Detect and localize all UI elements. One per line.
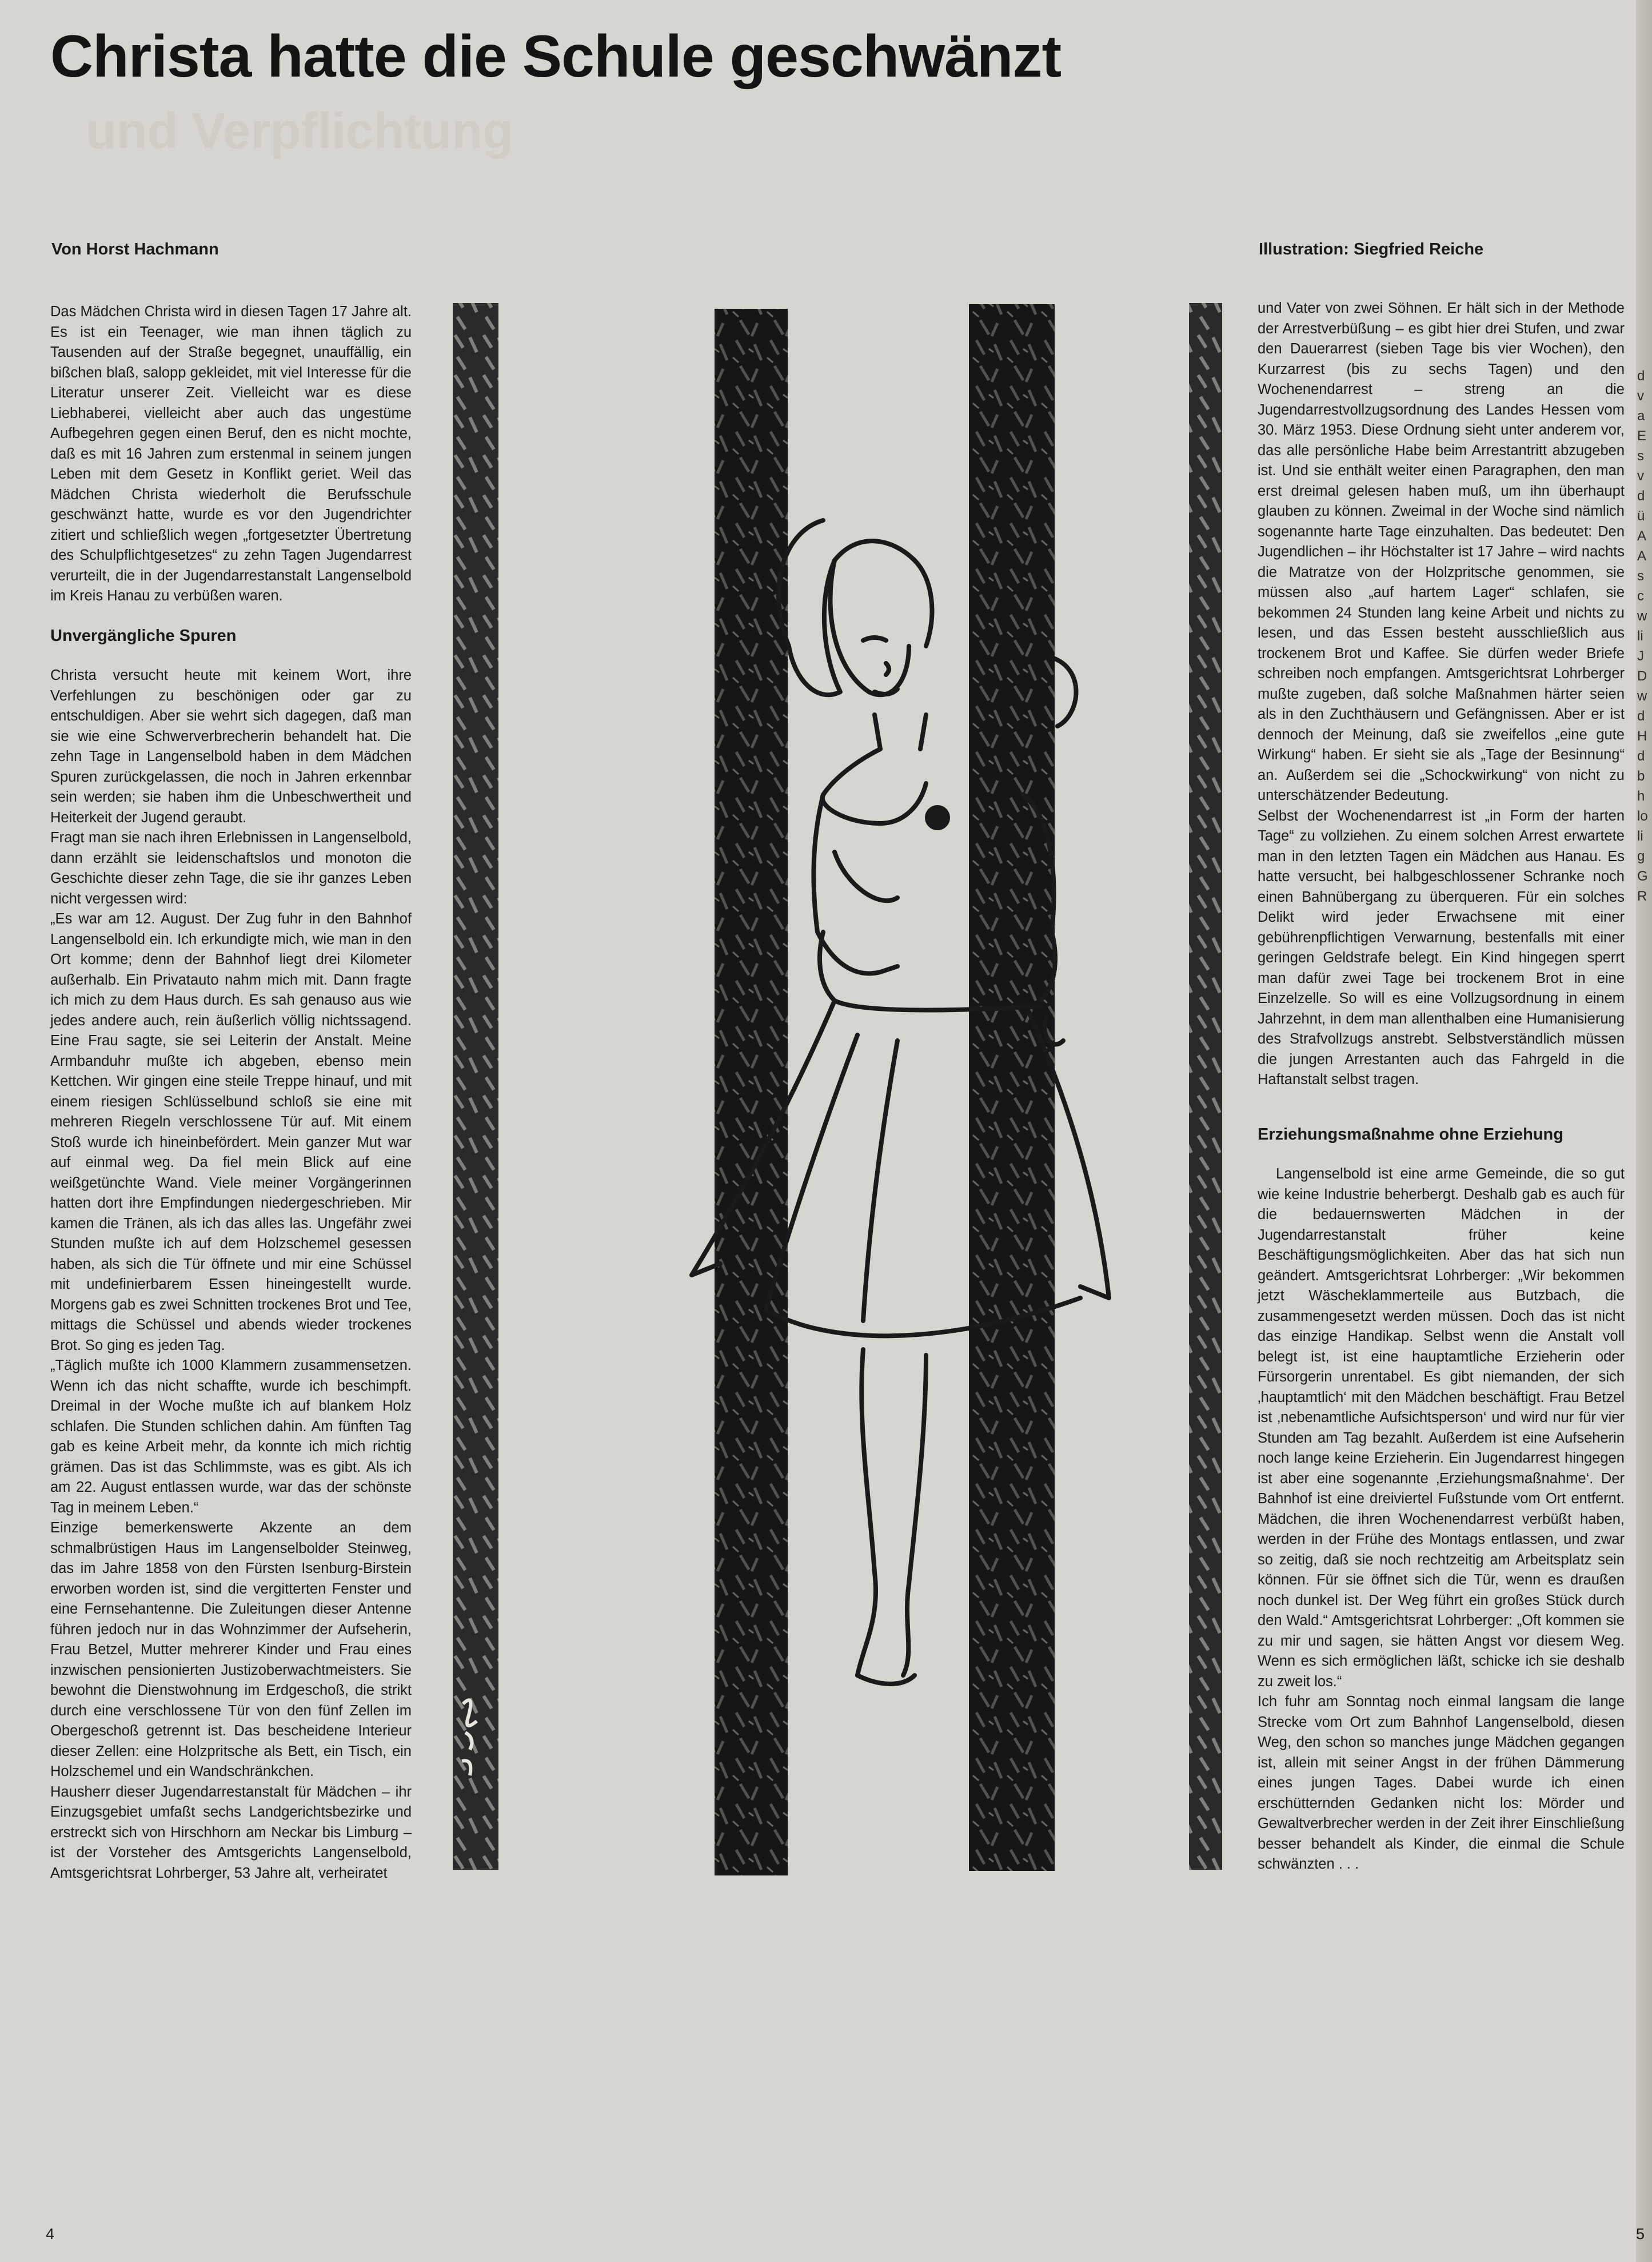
next-page-fragment: ü bbox=[1637, 508, 1645, 524]
next-page-fragments bbox=[1637, 366, 1652, 906]
body-paragraph: Hausherr dieser Jugendarrestanstalt für Mädchen – ihr Einzugsgebiet umfaßt sechs Landgerichtsbezirke und erstreckt sich von Hirschhorn am Neckar bis Limburg – ist der Vorsteher des Amtsgerichts Langenselbold, Amtsgerichtsrat Lohrberger, 53 Jahre alt, verheiratet bbox=[50, 1783, 412, 1881]
next-page-fragment: d bbox=[1637, 488, 1645, 504]
body-paragraph: Langenselbold ist eine arme Gemeinde, die so gut wie keine Industrie beherbergt. Deshalb gab es auch für die bedauernswerten Mädchen in der Jugendarrestanstalt früher keine Beschäftigungsmöglichkeiten. Aber das hat sich nun geändert. Amtsgerichtsrat Lohrberger: „Wir bekommen jetzt Wäscheklammerteile aus Butzbach, die zusammengesetzt werden müssen. Doch das ist nicht das einzige Handikap. Selbst wenn die Anstalt voll belegt ist, ist eine hauptamtliche Erzieherin oder Fürsorgerin unrentabel. Es gibt niemanden, der sich ‚hauptamtlich‘ mit den Mädchen beschäftigt. Frau Betzel ist ‚nebenamtliche Aufsichtsperson‘ und wird nur für vier Stunden am Tag bezahlt. Außerdem ist eine Aufseherin noch lange keine Erzieherin. Ein Jugendarrest hingegen ist aber eine sogenannte ‚Erziehungsmaßnahme‘. Der Bahnhof ist eine dreiviertel Fußstunde vom Ort entfernt. Mädchen, die ihren Wochenendarrest verbüßt haben, werden in der Frühe des Montags entlassen, und zwar so zeitig, daß sie noch rechtzeitig am Arbeitsplatz sein können. Für sie öffnet sich die Tür, wenn es draußen noch dunkel ist. Der Weg führt ein großes Stück durch den Wald.“ Amtsgerichtsrat Lohrberger: „Oft kommen sie zu mir und sagen, sie hätten Angst vor diesem Weg. Wenn es sich ermöglichen läßt, schicke ich sie deshalb zu zweit los.“ bbox=[1258, 1166, 1625, 1690]
body-paragraph: „Es war am 12. August. Der Zug fuhr in den Bahnhof Langenselbold ein. Ich erkundigte mich, wie man in den Ort komme; denn der Bahnhof liegt drei Kilometer außerhalb. Ein Privatauto nahm mich mit. Dann fragte ich mich zu dem Haus durch. Es sah genauso aus wie jedes andere auch, rein äußerlich völlig nichtssagend. Eine Frau sagte, sie sei Leiterin der Anstalt. Meine Armbanduhr mußte ich abgeben, ebenso mein Kettchen. Wir gingen eine steile Treppe hinauf, und mit einem riesigen Schlüsselbund schloß sie eine mit mehreren Riegeln verschlossene Tür auf. Mit einem Stoß wurde ich hineinbefördert. Mein ganzer Mut war auf einmal weg. Da fiel mein Blick auf eine weißgetünchte Wand. Viele meiner Vorgängerinnen hatten dort ihre Empfindungen niedergeschrieben. Mir kamen die Tränen, als ich das alles las. Ungefähr zwei Stunden mußte ich auf dem Holzschemel gesessen haben, als sich die Tür öffnete und mir eine Schüssel mit undefinierbarem Essen hineingestellt wurde. Morgens gab es zwei Schnitten trockenes Brot und Tee, mittags die Schüssel und abends wieder trockenes Brot. So ging es jeden Tag. bbox=[50, 911, 412, 1353]
next-page-fragment: d bbox=[1637, 708, 1645, 724]
page-number-left: 4 bbox=[46, 2225, 55, 2243]
next-page-fragment: d bbox=[1637, 748, 1645, 764]
next-page-fragment: d bbox=[1637, 368, 1645, 384]
body-paragraph: Christa versucht heute mit keinem Wort, ihre Verfehlungen zu beschönigen oder gar zu entschuldigen. Aber sie wehrt sich dagegen, daß man sie wie eine Schwerverbrecherin behandelt hat. Die zehn Tage in Langenselbold haben in dem Mädchen Spuren zurückgelassen, die noch in Jahren erkennbar sein werden; sie haben ihm die Unbeschwertheit und Heiterkeit der Jugend geraubt. bbox=[50, 667, 412, 826]
body-paragraph: Selbst der Wochenendarrest ist „in Form der harten Tage“ zu vollziehen. Zu einem solchen Arrest erwartete man in den letzten Tagen ein Mädchen aus Hanau. Es hatte versucht, bei halbgeschlossener Schranke noch einen Bahnübergang zu überqueren. Für ein solches Delikt wird jeder Erwachsene mit einer gebührenpflichtigen Verwarnung, bestenfalls mit einer geringen Geldstrafe belegt. Ein Kind hingegen sperrt man dafür zwei Tage bei trockenem Brot in eine Einzelzelle. So will es eine Vollzugsordnung in einem Jahrzehnt, in dem man allenthalben eine Humanisierung des Strafvollzugs anstrebt. Selbstverständlich müssen die jungen Arrestanten auch das Fahrgeld in die Haftanstalt selbst tragen. bbox=[1258, 807, 1625, 1088]
prison-bar-3 bbox=[969, 304, 1055, 1871]
section-heading: Erziehungsmaßnahme ohne Erziehung bbox=[1258, 1125, 1563, 1144]
next-page-fragment: G bbox=[1637, 869, 1648, 884]
next-page-fragment: li bbox=[1637, 628, 1643, 644]
next-page-fragment: w bbox=[1637, 688, 1647, 704]
next-page-fragment: lo bbox=[1637, 809, 1648, 824]
body-paragraph: Fragt man sie nach ihren Erlebnissen in Langenselbold, dann erzählt sie leidenschaftslos und monoton die Geschichte dieser zehn Tage, die sie ihr ganzes Leben nicht vergessen wird: bbox=[50, 830, 412, 907]
next-page-fragment: A bbox=[1637, 548, 1647, 564]
prison-bar-4 bbox=[1189, 303, 1222, 1870]
next-page-fragment: c bbox=[1637, 588, 1644, 604]
prison-bar-2 bbox=[715, 309, 788, 1875]
body-paragraph: Einzige bemerkenswerte Akzente an dem schmalbrüstigen Haus im Langenselbolder Steinweg, das im Jahre 1858 von den Fürsten Isenburg-Birstein erworben worden ist, sind die vergitterten Fenster und eine Fernsehantenne. Die Zuleitungen dieser Antenne führen jedoch nur in das Wohnzimmer der Aufseherin, Frau Betzel, Mutter mehrerer Kinder und Frau eines inzwischen pensionierten Justizoberwachtmeisters. Sie bewohnt die Dienstwohnung im Erdgeschoß, die strikt durch eine verschlossene Tür von den fünf Zellen im Obergeschoß getrennt ist. Das bescheidene Interieur dieser Zellen: eine Holzpritsche als Bett, ein Tisch, ein Holzschemel und ein Wandschränkchen. bbox=[50, 1520, 412, 1779]
next-page-fragment: a bbox=[1637, 408, 1645, 424]
next-page-fragment: s bbox=[1637, 448, 1644, 464]
next-page-fragment: H bbox=[1637, 728, 1647, 744]
next-page-fragment: w bbox=[1637, 608, 1647, 624]
page-number-right: 5 bbox=[1636, 2225, 1645, 2243]
prison-bar-1 bbox=[453, 303, 498, 1870]
next-page-fragment: A bbox=[1637, 528, 1647, 544]
next-page-edge bbox=[1636, 0, 1652, 2262]
ghost-title-bleedthrough: und Verpflichtung bbox=[86, 102, 513, 159]
intro-paragraph: Das Mädchen Christa wird in diesen Tagen 17 Jahre alt. Es ist ein Teenager, wie man ihnen täglich zu Tausenden auf der Straße begegnet, unauffällig, ein bißchen blaß, salopp gekleidet, mit viel Interesse für die Literatur unserer Zeit. Vielleicht war es diese Liebhaberei, vielleicht aber auch das ungestüme Aufbegehren gegen einen Beruf, den es nicht mochte, daß es mit 16 Jahren zum erstenmal in seinem jungen Leben mit dem Gesetz in Konflikt geriet. Weil das Mädchen Christa wiederholt die Berufsschule geschwänzt hatte, wurde es vor den Jugendrichter zitiert und schließlich wegen „fortgesetzter Übertretung des Schulpflichtgesetzes“ zu zehn Tagen Jugendarrest verurteilt, die in der Jugendarrestanstalt Langenselbold im Kreis Hanau zu verbüßen waren. bbox=[50, 304, 412, 604]
body-paragraph: und Vater von zwei Söhnen. Er hält sich in der Methode der Arrestverbüßung – es gibt hier drei Stufen, und zwar den Dauerarrest (sieben Tage bis vier Wochen), den Kurzarrest (bis zu sechs Tagen) und den Wochenendarrest – streng an die Jugendarrestvollzugsordnung des Landes Hessen vom 30. März 1953. Diese Ordnung sieht unter anderem vor, das alle persönliche Habe beim Arrestantritt abzugeben ist. Und sie enthält weiter einen Paragraphen, den man erst dreimal gelesen haben muß, um ihn überhaupt glauben zu können. Zweimal in der Woche sind nämlich sogenannte harte Tage einzuhalten. Das bedeutet: Den Jugendlichen – ihr Höchstalter ist 17 Jahre – wird nachts die Matratze von der Holzpritsche genommen, sie müssen also „auf hartem Lager“ schlafen, sie bekommen 24 Stunden lang keine Arbeit und nichts zu lesen, und das Essen besteht ausschließlich aus trockenem Brot und Kaffee. Sie dürfen weder Briefe schreiben noch empfangen. Amtsgerichtsrat Lohrberger mußte zugeben, daß solche Maßnahmen härter seien als in den Zuchthäusern und Gefängnissen. Aber er ist dennoch der Meinung, daß sie zweifellos „eine gute Wirkung“ haben. Er sieht sie als „Tage der Besinnung“ an. Außerdem sei die „Schockwirkung“ von nicht zu unterschätzender Bedeutung. bbox=[1258, 300, 1625, 803]
left-text-column bbox=[50, 302, 412, 1883]
body-paragraph: Ich fuhr am Sonntag noch einmal langsam die lange Strecke vom Ort zum Bahnhof Langenselbold, diesen Weg, den schon so manches junge Mädchen gegangen ist, allein mit seiner Angst in der frühen Dämmerung eines jungen Tages. Dabei wurde ich einen erschütternden Gedanken nicht los: Mörder und Gewaltverbrecher werden in der Zeit ihrer Einschließung besser behandelt als Kinder, die einmal die Schule schwänzten . . . bbox=[1258, 1694, 1625, 1872]
next-page-fragment: g bbox=[1637, 849, 1645, 864]
right-text-column bbox=[1258, 298, 1625, 1875]
section-heading: Unvergängliche Spuren bbox=[50, 626, 237, 645]
next-page-fragment: J bbox=[1637, 648, 1644, 664]
body-paragraph: „Täglich mußte ich 1000 Klammern zusammensetzen. Wenn ich das nicht schaffte, wurde ich beschimpft. Dreimal in der Woche mußte ich auf blankem Holz schlafen. Die Stunden schlichen dahin. Am fünften Tag gab es keine Arbeit mehr, da konnte ich mich richtig grämen. Das ist das Schlimmste, was es gibt. Als ich am 22. August entlassen wurde, war das der schönste Tag in meinem Leben.“ bbox=[50, 1357, 412, 1516]
next-page-fragment: li bbox=[1637, 829, 1643, 844]
next-page-fragment: s bbox=[1637, 568, 1644, 584]
next-page-fragment: R bbox=[1637, 889, 1647, 904]
next-page-fragment: v bbox=[1637, 388, 1644, 404]
next-page-fragment: E bbox=[1637, 428, 1647, 444]
next-page-fragment: v bbox=[1637, 468, 1644, 484]
illustration-girl-behind-bars bbox=[423, 292, 1235, 1875]
next-page-fragment: h bbox=[1637, 788, 1645, 804]
next-page-fragment: b bbox=[1637, 768, 1645, 784]
page-title: Christa hatte die Schule geschwänzt bbox=[50, 23, 1062, 90]
author-byline: Von Horst Hachmann bbox=[51, 240, 219, 258]
illustrator-credit: Illustration: Siegfried Reiche bbox=[1259, 240, 1484, 258]
next-page-fragment: D bbox=[1637, 668, 1647, 684]
